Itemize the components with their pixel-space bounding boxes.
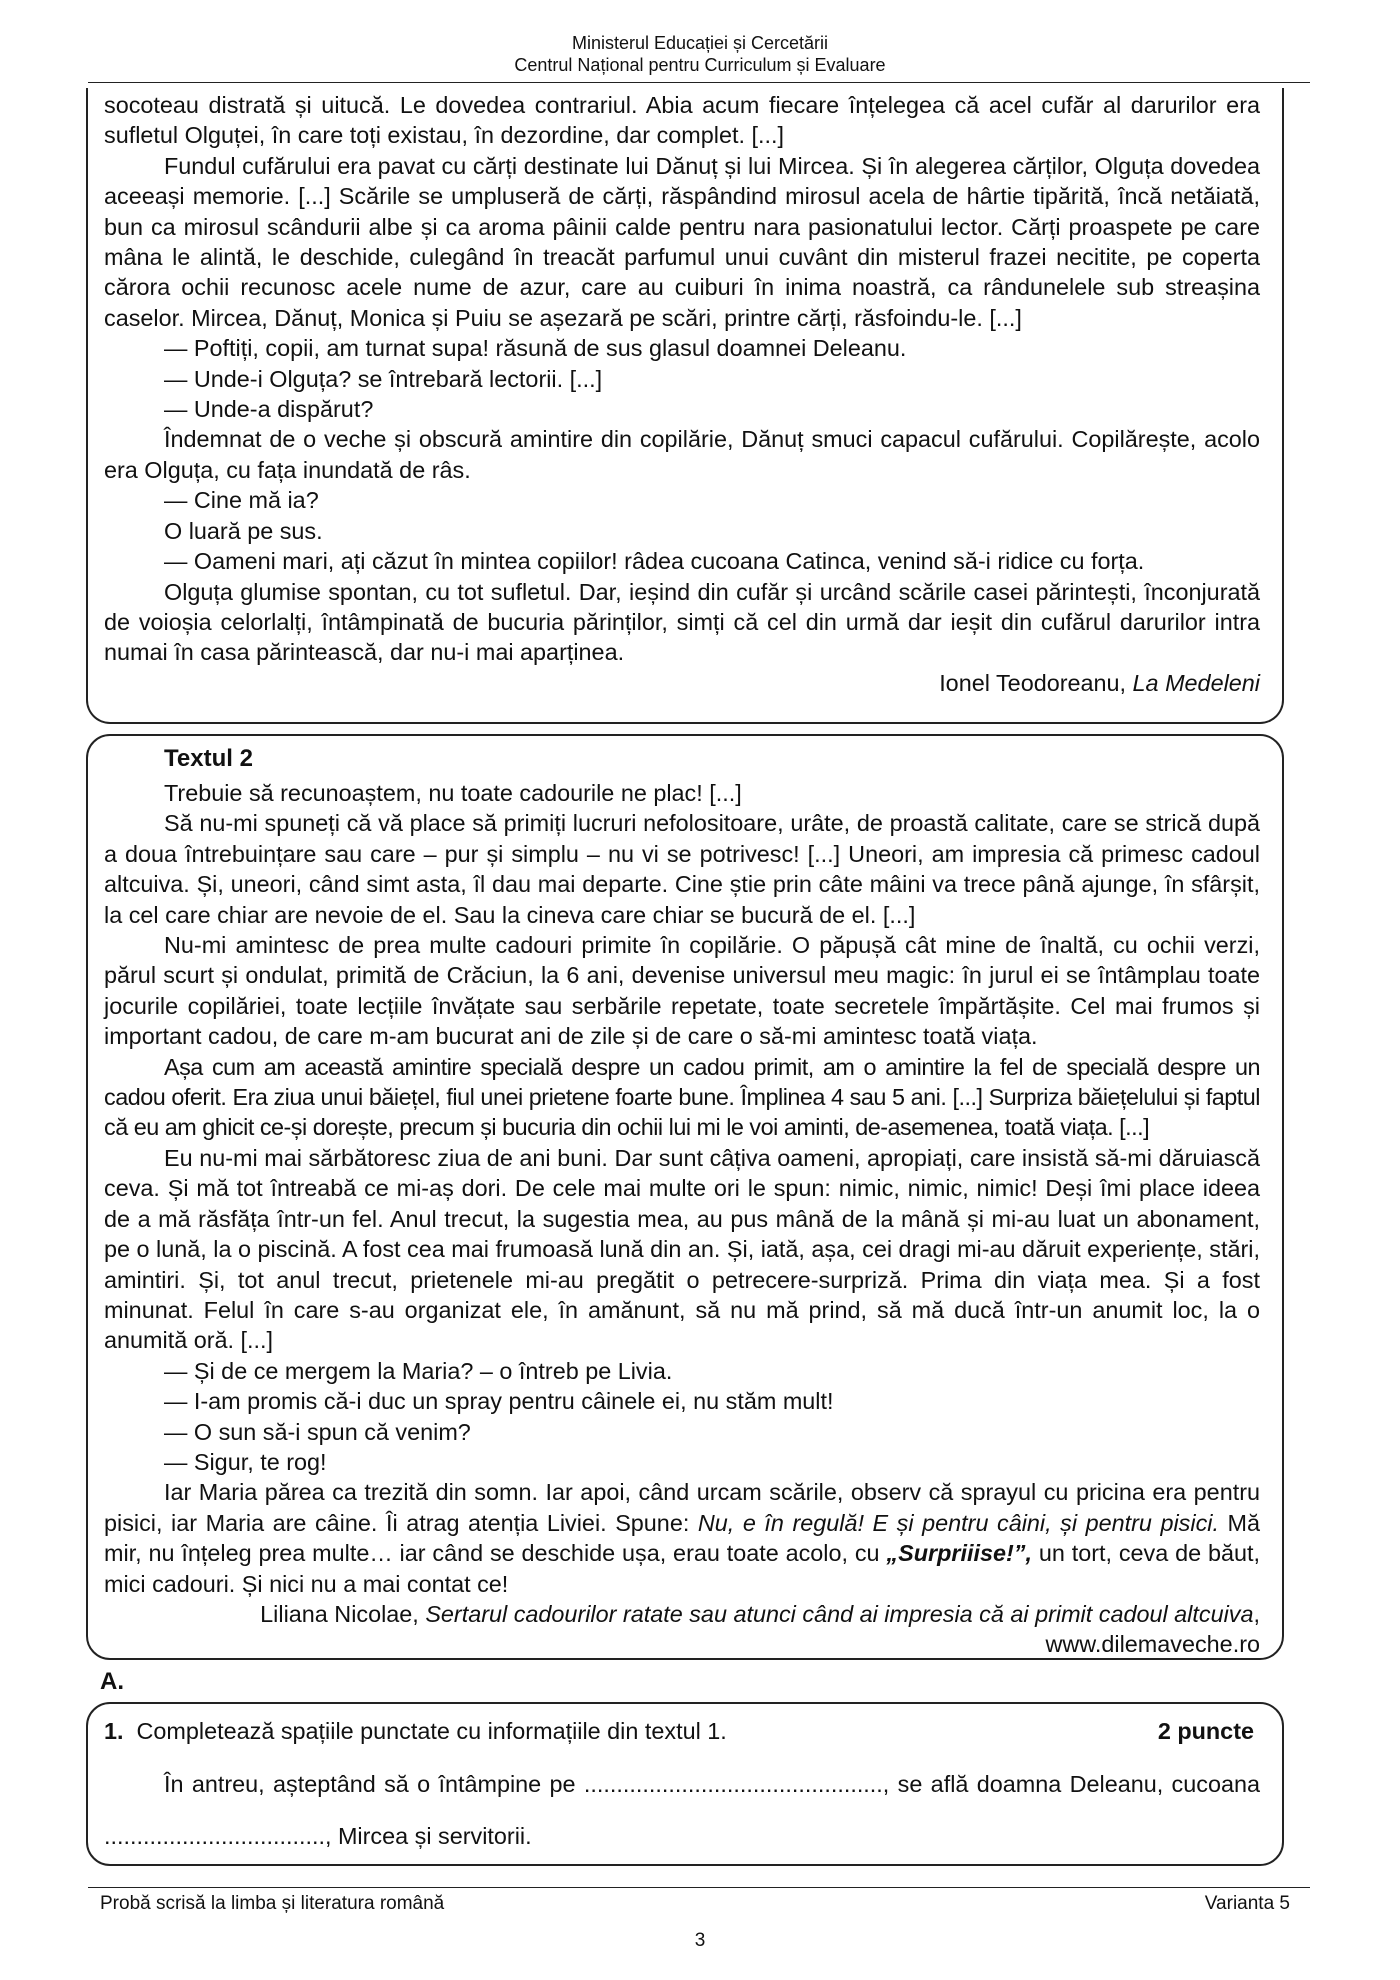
text2-source: www.dilemaveche.ro <box>1045 1631 1260 1658</box>
text1-dialogue: — Unde-i Olguța? se întrebară lectorii. [...] <box>164 365 603 392</box>
exam-variant: Varianta 5 <box>1204 1893 1290 1914</box>
text1-attribution <box>104 668 1260 698</box>
text2-run: Iar Maria părea ca trezită din somn. Iar apoi, când urcam scările, observ că sprayul cu pricina era pentru pisici, iar Maria are câine. Îi atrag atenția Liviei. Spune: <box>104 1479 1260 1536</box>
text1-dialogue: O luară pe sus. <box>164 517 323 544</box>
text1-paragraph: Îndemnat de o veche și obscură amintire din copilărie, Dănuț smuci capacul cufărului. Copilărește, acolo era Olguța, cu fața inundată de râs. <box>104 426 1260 483</box>
text1-dialogue: — Oameni mari, ați căzut în mintea copiilor! râdea cucoana Catinca, venind să-i ridice cu forța. <box>164 548 1145 575</box>
question1-prompt: Completează spațiile punctate cu informațiile din textul 1. <box>136 1718 727 1744</box>
text1-box <box>86 88 1284 724</box>
text2-run: un tort, ceva de băut, mici cadouri. Și nici nu a mai contat ce! <box>104 1540 1260 1597</box>
exam-name: Probă scrisă la limba și literatura română <box>100 1893 445 1914</box>
text2-paragraph: Trebuie să recunoaștem, nu toate cadourile ne plac! [...] <box>164 780 742 806</box>
text2-paragraph: Eu nu-mi mai sărbătoresc ziua de ani buni. Dar sunt câțiva oameni, apropiați, care insistă să-mi dăruiască ceva. Și mă tot întreabă ce mi-aș dori. De cele mai multe ori le spun: nimic, nimic, nimic! Deși îmi place ideea de a mă răsfăța într-un fel. Anul trecut, la sugestia mea, au pus mână de la mână și mi-au luat un abonament, pe o lună, la o piscină. A fost cea mai frumoasă lună din an. Și, iată, așa, cei dragi mi-au dăruit experiențe, stări, amintiri. Și, tot anul trecut, prietenele mi-au pregătit o petrecere-surpriză. Prima din viața mea. Și a fost minunat. Felul în care s-au organizat ele, în amănunt, să nu mă prind, să mă ducă într-un anumit loc, la o anumită oră. [...] <box>104 1144 1260 1354</box>
text1-paragraph: socoteau distrată și uitucă. Le dovedea contrariul. Abia acum fiecare înțelegea că acel cufăr al darurilor era sufletul Olguței, în care toți existau, în dezordine, dar complet. [...] <box>104 92 1260 149</box>
page-header <box>0 32 1400 76</box>
question1-header <box>104 1716 1260 1746</box>
page-footer <box>100 1893 1290 1915</box>
text2-work-separator: , <box>1253 1600 1260 1627</box>
text2-box <box>86 734 1284 1660</box>
center-name: Centrul Național pentru Curriculum și Evaluare <box>514 55 886 75</box>
footer-divider <box>88 1887 1310 1888</box>
text2-dialogue: — O sun să-i spun că venim? <box>164 1418 471 1445</box>
text1-paragraph: Olguța glumise spontan, cu tot sufletul. Dar, ieșind din cufăr și urcând scările casei părintești, înconjurată de voioșia celorlalți, întâmpinată de bucuria părinților, simți că cel din urmă dar ieșit din cufărul darurilor intra numai în casa părintească, dar nu-i mai aparținea. <box>104 578 1260 666</box>
header-divider <box>88 82 1310 83</box>
text2-attribution <box>104 1599 1260 1629</box>
text2-italic-run: Nu, e în regulă! E și pentru câini, și pentru pisici. <box>697 1509 1219 1536</box>
text2-dialogue: — Și de ce mergem la Maria? – o întreb pe Livia. <box>164 1357 673 1384</box>
text2-dialogue: — Sigur, te rog! <box>164 1448 327 1475</box>
question1-answer-line: În antreu, așteptând să o întâmpine pe .............................................., se află doamna Deleanu, cucoana .................................., Mircea și servitorii. <box>104 1771 1260 1849</box>
text1-dialogue: — Poftiți, copii, am turnat supa! răsună de sus glasul doamnei Deleanu. <box>164 335 907 362</box>
text2-run: Mă mir, nu înțeleg prea multe… iar când se deschide ușa, erau toate acolo, cu <box>104 1509 1261 1567</box>
text1-dialogue: — Unde-a dispărut? <box>164 396 374 423</box>
ministry-name: Ministerul Educației și Cercetării <box>571 33 829 53</box>
page-number: 3 <box>694 1930 706 1951</box>
text2-title: Textul 2 <box>164 745 253 772</box>
text2-bold-italic-run: „Surpriiise!”, <box>886 1540 1032 1567</box>
text2-paragraph <box>104 1477 1260 1599</box>
section-a-label: A. <box>100 1668 124 1695</box>
text1-author: Ionel Teodoreanu, <box>939 669 1133 696</box>
question1-prompt-line <box>104 1716 727 1746</box>
text1-work: La Medeleni <box>1132 669 1260 696</box>
question1-box <box>86 1702 1284 1866</box>
text2-work: Sertarul cadourilor ratate sau atunci când ai impresia că ai primit cadoul altcuiva <box>425 1600 1254 1627</box>
text2-dialogue: — I-am promis că-i duc un spray pentru câinele ei, nu stăm mult! <box>164 1388 834 1415</box>
text1-dialogue: — Cine mă ia? <box>164 487 319 514</box>
text2-paragraph: Nu-mi amintesc de prea multe cadouri primite în copilărie. O păpușă cât mine de înaltă, cu ochii verzi, părul scurt și ondulat, primită de Crăciun, la 6 ani, devenise universul meu magic: în jurul ei se întâmplau toate jocurile copilăriei, toate lecțiile învățate sau serbările repetate, toate secretele împărtășite. Cel mai frumos și important cadou, de care m-am bucurat ani de zile și de care o să-mi amintesc toată viața. <box>104 932 1260 1050</box>
text2-paragraph: Așa cum am această amintire specială despre un cadou primit, am o amintire la fel de specială despre un cadou oferit. Era ziua unui băiețel, fiul unei prietene foarte bune. Împlinea 4 sau 5 ani. [...] Surpriza băiețelului și faptul că eu am ghicit ce-și dorește, precum și bucuria din ochii lui mi le voi aminti, de-asemenea, toată viața. [...] <box>104 1053 1260 1141</box>
text2-paragraph: Să nu-mi spuneți că vă place să primiți lucruri nefolositoare, urâte, de proastă calitate, care se strică după a doua întrebuințare sau care – pur și simplu – nu vi se potrivesc! [...] Uneori, am impresia că primesc cadoul altcuiva. Și, uneori, când simt asta, îl dau mai departe. Cine știe prin câte mâini va trece până ajunge, în sfârșit, la cel care chiar are nevoie de el. Sau la cineva care chiar se bucură de el. [...] <box>104 810 1260 928</box>
text1-paragraph: Fundul cufărului era pavat cu cărți destinate lui Dănuț și lui Mircea. Și în alegerea cărților, Olguța dovedea aceeași memorie. [...] Scările se umpluseră de cărți, răspândind mirosul acela de hârtie tipărită, încă netăiată, bun ca mirosul scândurii albe și ca aroma pâinii calde pentru nara pasionatului lector. Cărți proaspete pe care mâna le alintă, le deschide, culegând în treacăt parfumul unui cuvânt din misterul frazei necitite, pe coperta cărora ochii recunosc acele nume de azur, care au cuiburi în inima noastră, ca rândunelele sub streașina caselor. Mircea, Dănuț, Monica și Puiu se așezară pe scări, printre cărți, răsfoindu-le. [...] <box>104 152 1260 331</box>
text2-author: Liliana Nicolae, <box>260 1600 426 1627</box>
question1-body <box>104 1758 1260 1862</box>
question1-number: 1. <box>104 1718 124 1744</box>
question1-points: 2 puncte <box>1157 1718 1254 1744</box>
